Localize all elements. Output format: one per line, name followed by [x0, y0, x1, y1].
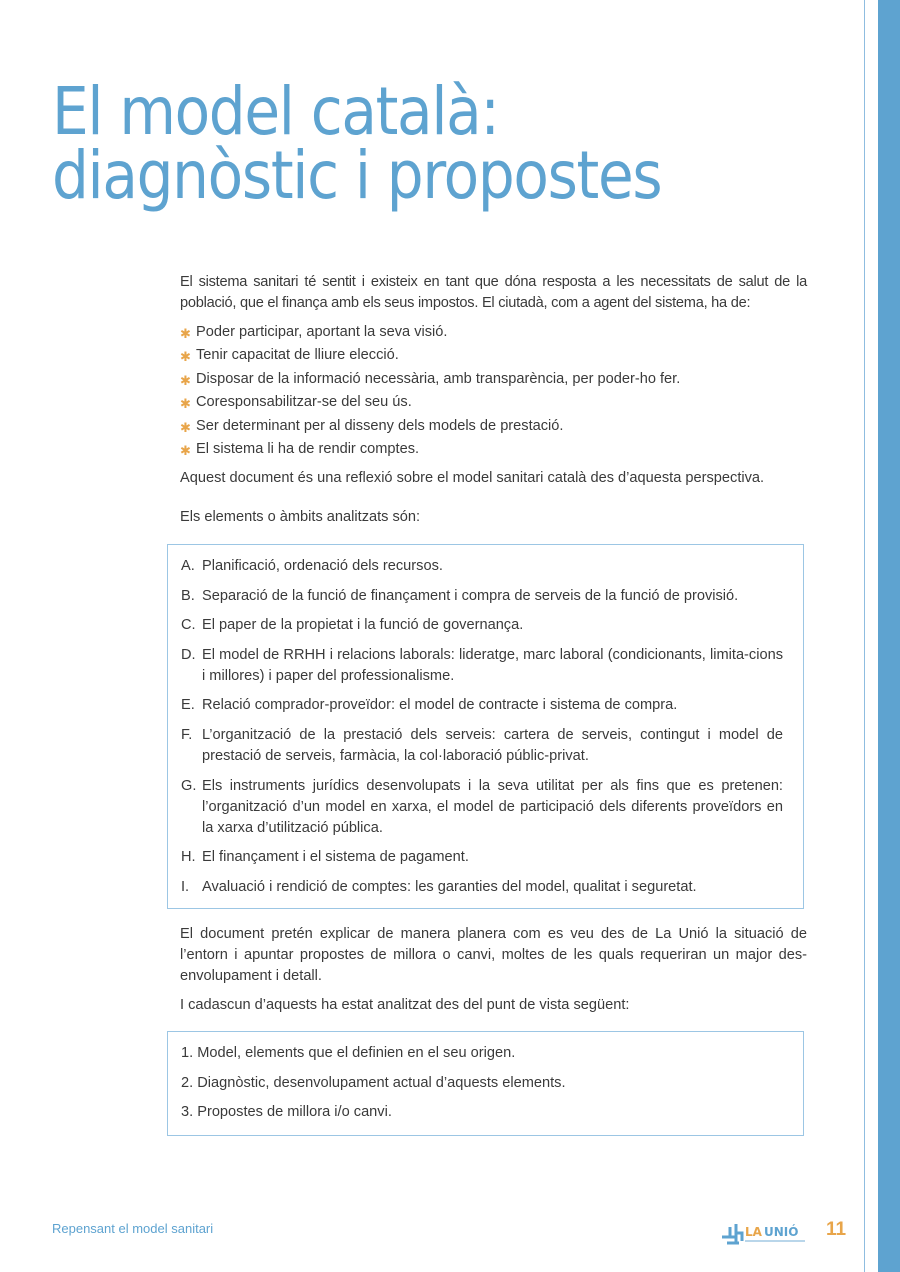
asterisk-bullet-icon: ✱ — [180, 349, 191, 365]
element-row — [181, 776, 783, 839]
element-row — [181, 615, 783, 636]
page-title — [52, 73, 662, 214]
spacer — [180, 497, 807, 507]
element-text: L’organització de la prestació dels serveis: cartera de serveis, contingut i model de prestació de serveis, farmàcia, la col·laboració públic-privat. — [202, 726, 783, 764]
viewpoint-item: 1. Model, elements que el definien en el seu origen. — [181, 1045, 516, 1061]
viewpoint-intro: I cadascun d’aquests ha estat analitzat des del punt de vista següent: — [180, 997, 630, 1013]
element-text: Relació comprador-proveïdor: el model de contracte i sistema de compra. — [202, 697, 678, 714]
page-title-line-1: El model català: — [52, 73, 499, 150]
element-row — [181, 847, 783, 868]
element-text: Separació de la funció de finançament i compra de serveis de la funció de provisió. — [202, 587, 739, 604]
list-item-text: Tenir capacitat de lliure elecció. — [196, 347, 399, 364]
list-item-text: Poder participar, aportant la seva visió. — [196, 324, 448, 340]
element-row — [181, 556, 783, 577]
element-letter: E. — [181, 697, 195, 714]
element-letter: G. — [181, 777, 197, 794]
element-text: Avaluació i rendició de comptes: les garanties del model, qualitat i seguretat. — [202, 878, 697, 895]
la-unio-logo — [719, 1219, 809, 1247]
viewpoint-item: 3. Propostes de millora i/o canvi. — [181, 1104, 392, 1121]
intro-section — [180, 272, 807, 536]
logo-mark-icon — [719, 1219, 809, 1247]
asterisk-bullet-icon: ✱ — [180, 326, 191, 341]
list-item — [180, 369, 807, 390]
elements-box — [167, 544, 804, 909]
list-item-text: Disposar de la informació necessària, amb transparència, per poder-ho fer. — [196, 370, 681, 387]
element-text: El finançament i el sistema de pagament. — [202, 849, 469, 866]
element-row — [181, 645, 783, 687]
list-item — [180, 322, 807, 343]
element-letter: C. — [181, 617, 196, 634]
document-paragraph: El document pretén explicar de manera planera com es veu des de La Unió la situació de l’entorn i apuntar propostes de millora o canvi, moltes de les quals requeriran un major des-envolupament i detall. — [180, 926, 807, 984]
element-text: Planificació, ordenació dels recursos. — [202, 558, 443, 574]
list-item-text: El sistema li ha de rendir comptes. — [196, 440, 420, 457]
intro-paragraph: El sistema sanitari té sentit i existeix en tant que dóna resposta a les necessitats de salut de la població, que el finança amb els seus impostos. El ciutadà, com a agent del sistema, ha de: — [180, 274, 807, 311]
element-letter: H. — [181, 849, 196, 866]
element-row — [181, 586, 783, 607]
element-letter: A. — [181, 558, 195, 574]
element-text: El paper de la propietat i la funció de governança. — [202, 617, 524, 634]
side-color-bar — [878, 0, 900, 1272]
element-letter: B. — [181, 587, 195, 604]
element-text: Els instruments jurídics desenvolupats i la seva utilitat per als fins que es pretenen: l’organització d’un model en xarxa, el model de participació dels diferents proveïdors en la xarxa d’utilització pública. — [202, 777, 783, 836]
element-row — [181, 877, 783, 898]
logo-text-unio: UNIÓ — [764, 1225, 799, 1239]
asterisk-bullet-icon: ✱ — [180, 419, 191, 435]
element-row — [181, 725, 783, 767]
asterisk-bullet-icon: ✱ — [180, 442, 191, 458]
margin-rule — [864, 0, 865, 1272]
running-footer-title: Repensant el model sanitari — [52, 1221, 214, 1236]
page-number: 11 — [826, 1219, 847, 1240]
citizen-rights-list — [180, 322, 807, 460]
element-row — [181, 695, 783, 716]
page-title-line-2: diagnòstic i propostes — [52, 137, 662, 214]
logo-text-la: LA — [745, 1225, 762, 1239]
list-item — [180, 345, 807, 366]
list-item — [180, 392, 807, 413]
list-item-text: Coresponsabilitzar-se del seu ús. — [196, 394, 412, 411]
viewpoint-item: 2. Diagnòstic, desenvolupament actual d’aquests elements. — [181, 1074, 566, 1091]
asterisk-bullet-icon: ✱ — [180, 396, 191, 412]
reflection-paragraph: Aquest document és una reflexió sobre el model sanitari català des d’aquesta perspectiva. — [180, 469, 765, 486]
element-text: El model de RRHH i relacions laborals: lideratge, marc laboral (condicionants, limita-cions i millores) i paper del professionalisme. — [202, 646, 783, 684]
document-section — [180, 924, 807, 1024]
viewpoints-box — [167, 1031, 804, 1136]
list-item-text: Ser determinant per al disseny dels models de prestació. — [196, 417, 564, 434]
element-letter: D. — [181, 646, 196, 663]
element-letter: I. — [181, 878, 190, 895]
elements-intro: Els elements o àmbits analitzats són: — [180, 508, 421, 525]
asterisk-bullet-icon: ✱ — [180, 372, 191, 388]
list-item — [180, 439, 807, 460]
element-letter: F. — [181, 726, 193, 743]
list-item — [180, 416, 807, 437]
